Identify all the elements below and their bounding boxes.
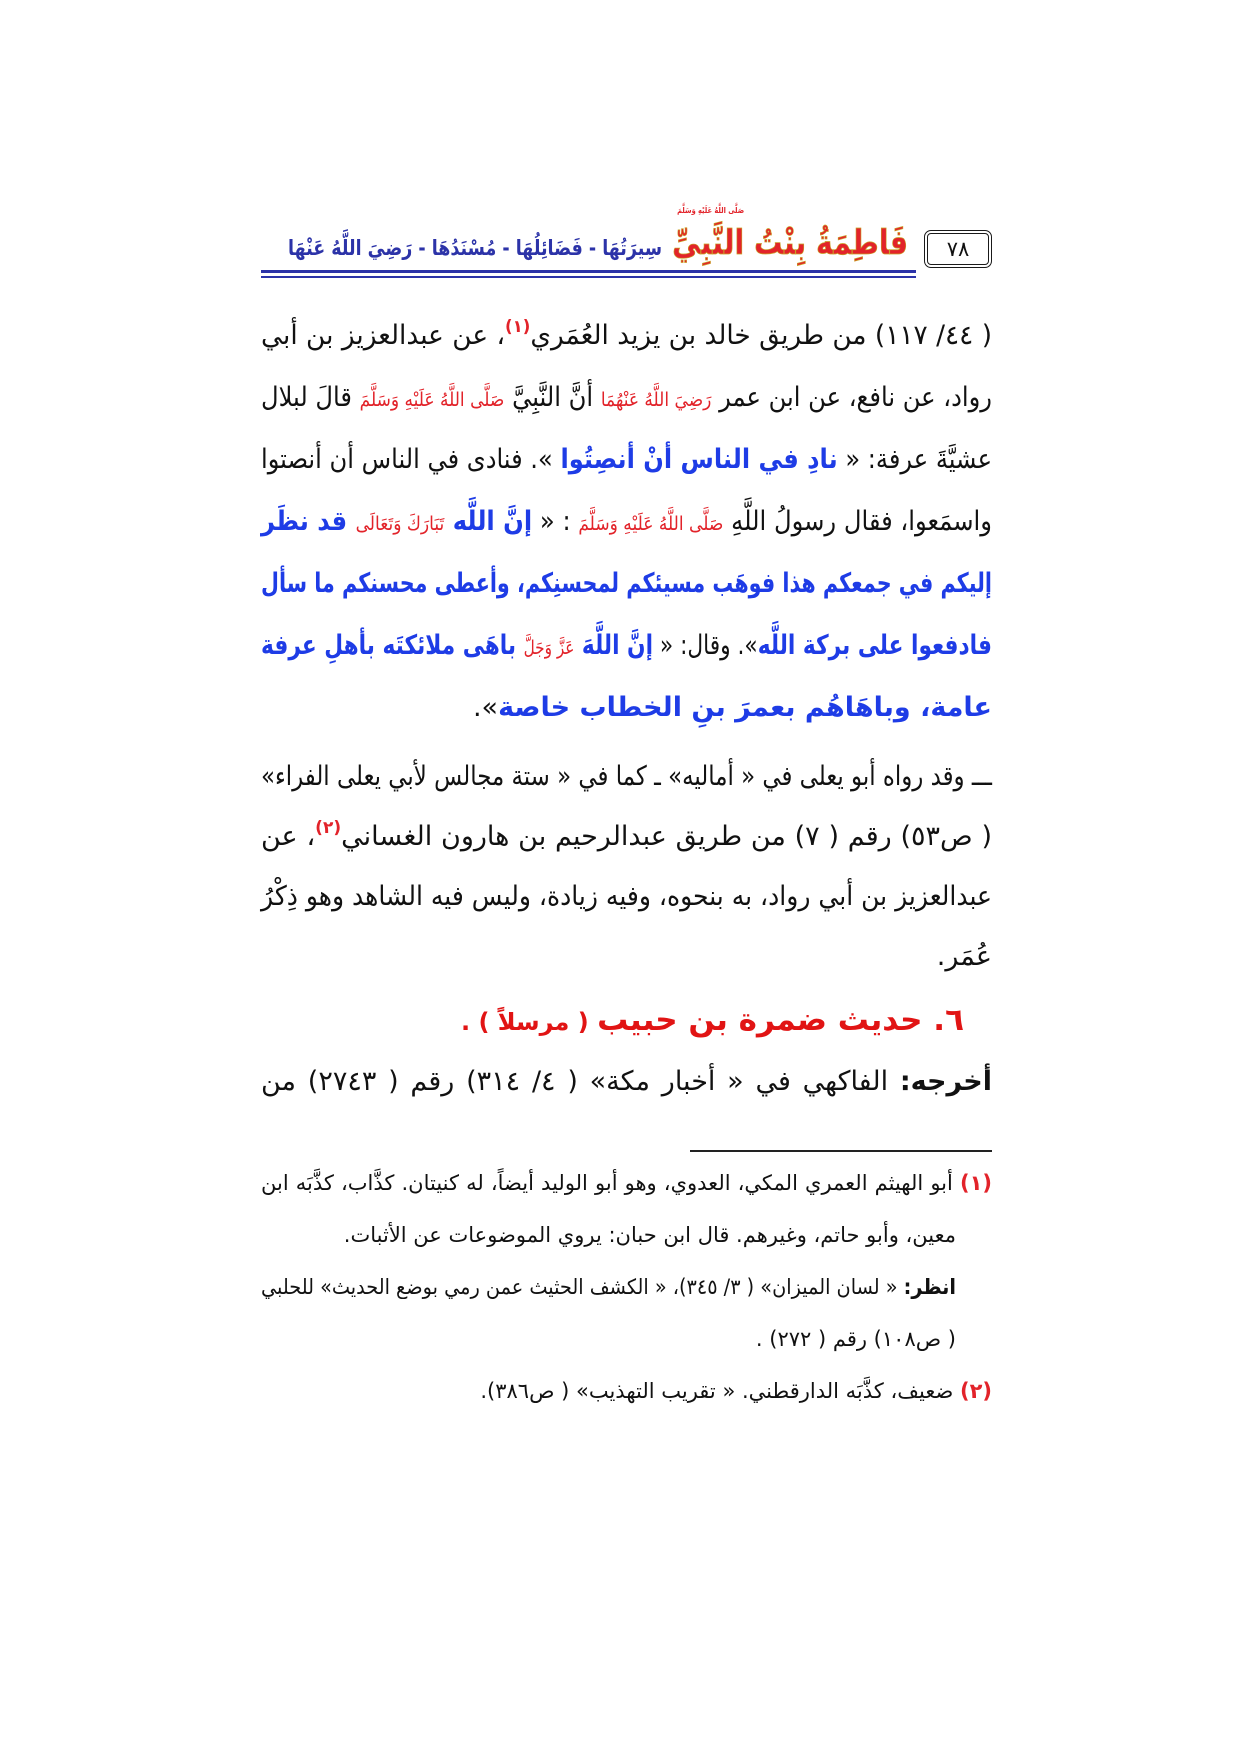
text-run: واسمَعوا، فقال رسولُ اللَّهِ	[723, 506, 992, 537]
body-line	[261, 807, 992, 867]
text-run: أنَّ النَّبِيَّ	[504, 382, 601, 413]
text-run: ( ٤٤/ ١١٧) من طريق خالد بن يزيد العُمَري	[530, 320, 992, 351]
page-header	[261, 196, 992, 280]
page-number: ٧٨	[924, 230, 992, 268]
footnotes	[261, 1157, 992, 1417]
text-run: عشيَّةَ عرفة: «	[837, 444, 992, 475]
body-line	[260, 491, 992, 553]
text-run: ( ص٥٣) رقم ( ٧) من طريق عبدالرحيم بن هارون الغساني	[341, 821, 992, 852]
honorific: رَضِيَ اللَّهُ عَنْهُمَا	[600, 389, 712, 411]
text-run: « لسان الميزان» ( ٣/ ٣٤٥)، « الكشف الحثيث عمن رمي بوضع الحديث» للحلبي	[260, 1275, 904, 1299]
running-title	[288, 196, 908, 268]
takhrij-paragraph	[261, 1051, 992, 1113]
text-run: رواد، عن نافع، عن ابن عمر	[711, 382, 992, 413]
hadith-text: عامة، وباهَاهُم بعمرَ بنِ الخطاب خاصة	[498, 692, 992, 723]
body-line	[260, 367, 992, 429]
header-double-rule	[261, 270, 916, 278]
honorific: تَبَارَكَ وَتَعَالَى	[355, 513, 445, 535]
footnote-ref: (٢)	[315, 818, 342, 838]
body-line	[261, 615, 992, 677]
body-line	[261, 305, 992, 367]
footnote-line	[261, 1157, 992, 1209]
footnote-separator	[690, 1150, 992, 1152]
text-run: عبدالعزيز بن أبي رواد، به بنحوه، وفيه زيادة، وليس فيه الشاهد وهو ذِكْرُ	[260, 881, 992, 912]
text-run: ( ص١٠٨) رقم ( ٢٧٢) .	[755, 1327, 956, 1351]
text-run: ضعيف، كذَّبَه الدارقطني. « تقريب التهذيب» ( ص٣٨٦).	[480, 1379, 960, 1403]
bold-label: أخرجه:	[899, 1066, 992, 1097]
hadith-paragraph	[261, 305, 992, 739]
hadith-text: إنَّ اللَّه	[444, 506, 533, 537]
text-run: ـــ وقد رواه أبو يعلى في « أماليه» ـ كما في « ستة مجالس لأبي يعلى الفراء»	[260, 761, 992, 792]
text-run: الفاكهي في « أخبار مكة» ( ٤/ ٣١٤) رقم ( ٢٧٤٣) من	[261, 1066, 900, 1097]
hadith-text: قد نظَر	[260, 506, 356, 537]
book-subtitle: سِيرَتُهَا - فَضَائِلُهَا - مُسْنَدُهَا - رَضِيَ اللَّهُ عَنْهَا	[288, 236, 663, 260]
body-line	[261, 553, 992, 615]
hadith-text: نادِ في الناس أنْ أنصِتُوا	[560, 444, 838, 475]
body-line	[261, 429, 992, 491]
footnote-line	[261, 1365, 992, 1417]
title-honorific: صَلَّى اللَّهُ عَلَيْهِ وَسَلَّمَ	[677, 206, 745, 215]
hadith-text: فادفعوا على بركة اللَّه	[757, 630, 992, 661]
body-line	[261, 1051, 992, 1113]
footnote-line	[261, 1313, 956, 1365]
text-run: ». وقال: «	[653, 630, 758, 661]
footnote-line	[261, 1209, 956, 1261]
hadith-text: إليكم في جمعكم هذا فوهَب مسيئكم لمحسنِكم، وأعطى محسنكم ما سأل	[261, 568, 992, 599]
body-line	[260, 747, 992, 807]
honorific: عَزَّ وَجَلَّ	[523, 637, 575, 659]
text-run: أبو الهيثم العمري المكي، العدوي، وهو أبو الوليد أيضاً، له كنيتان. كذَّاب، كذَّبَه ابن	[261, 1171, 960, 1195]
hadith-text: باهَى ملائكتَه بأهلِ عرفة	[261, 630, 524, 661]
footnote-line	[260, 1261, 956, 1313]
honorific: صَلَّى اللَّهُ عَلَيْهِ وَسَلَّمَ	[578, 513, 724, 535]
body-line	[261, 927, 992, 987]
bold-label: انظر:	[903, 1275, 956, 1299]
text-run: عُمَر.	[936, 941, 992, 972]
heading-line	[261, 989, 964, 1051]
text-run: ».	[472, 692, 499, 723]
footnote-number: (١)	[959, 1171, 992, 1195]
heading-note: ( مرسلاً ) .	[461, 1008, 598, 1036]
text-run: ». فنادى في الناس أن أنصتوا	[261, 444, 561, 475]
text-run: معين، وأبو حاتم، وغيرهم. قال ابن حبان: يروي الموضوعات عن الأثبات.	[343, 1223, 956, 1247]
body-line	[261, 677, 992, 739]
footnote-ref: (١)	[504, 317, 531, 337]
text-run: ، عن	[261, 821, 316, 852]
commentary-paragraph	[261, 747, 992, 987]
heading-text: ٦. حديث ضمرة بن حبيب	[597, 1002, 964, 1038]
footnote-number: (٢)	[959, 1379, 992, 1403]
body-line	[260, 867, 992, 927]
book-title-text: فَاطِمَةُ بِنْتُ النَّبِيِّ	[672, 223, 908, 263]
section-heading	[261, 989, 992, 1051]
text-run: : «	[532, 506, 579, 537]
hadith-text: إنَّ اللَّهَ	[574, 630, 654, 661]
honorific: صَلَّى اللَّهُ عَلَيْهِ وَسَلَّمَ	[359, 389, 505, 411]
text-run: قالَ لبلال	[260, 382, 360, 413]
book-title-main	[672, 204, 908, 268]
text-run: ، عن عبدالعزيز بن أبي	[261, 320, 505, 351]
